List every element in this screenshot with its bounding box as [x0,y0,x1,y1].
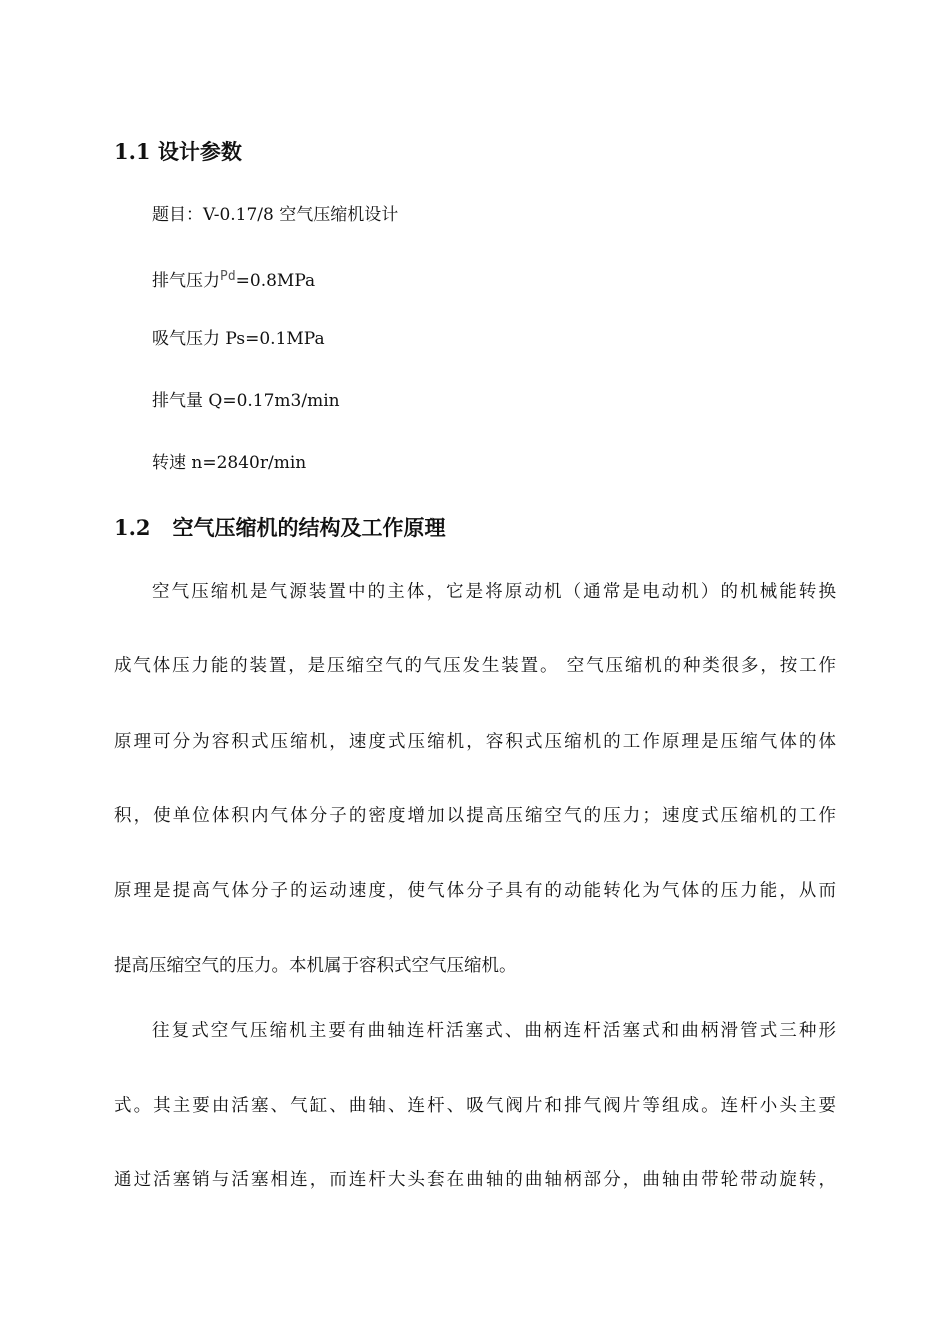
section-title: 设计参数 [157,139,242,164]
section-title: 空气压缩机的结构及工作原理 [172,515,446,540]
paragraph-1-line: 原理是提高气体分子的运动速度，使气体分子具有的动能转化为气体的压力能，从而 [114,881,836,901]
param-flow-rate: 排气量 Q=0.17m3/min [152,391,340,411]
section-heading-1-2 [114,514,446,542]
discharge-label: 排气压力 [152,271,220,291]
param-speed: 转速 n=2840r/min [152,453,307,473]
paragraph-2-line: 往复式空气压缩机主要有曲轴连杆活塞式、曲柄连杆活塞式和曲柄滑管式三种形 [152,1021,836,1041]
paragraph-1-line: 原理可分为容积式压缩机，速度式压缩机，容积式压缩机的工作原理是压缩气体的体 [114,732,836,752]
param-topic: 题目：V-0.17/8 空气压缩机设计 [152,205,399,225]
paragraph-1-line: 成气体压力能的装置，是压缩空气的气压发生装置。 空气压缩机的种类很多，按工作 [114,656,836,676]
paragraph-2-line: 式。其主要由活塞、气缸、曲轴、连杆、吸气阀片和排气阀片等组成。连杆小头主要 [114,1096,836,1116]
section-number: 1.1 [114,139,151,164]
section-heading-1-1 [114,138,242,166]
paragraph-1-line: 空气压缩机是气源装置中的主体，它是将原动机（通常是电动机）的机械能转换 [152,582,836,602]
paragraph-1-line: 提高压缩空气的压力。本机属于容积式空气压缩机。 [114,956,517,976]
param-discharge-pressure [152,265,315,293]
paragraph-2-line: 通过活塞销与活塞相连，而连杆大头套在曲轴的曲轴柄部分，曲轴由带轮带动旋转， [114,1170,836,1190]
param-suction-pressure: 吸气压力 Ps=0.1MPa [152,329,325,349]
paragraph-1-line: 积，使单位体积内气体分子的密度增加以提高压缩空气的压力；速度式压缩机的工作 [114,806,836,826]
section-number: 1.2 [114,515,151,540]
discharge-value: =0.8MPa [235,271,316,291]
discharge-symbol: Pd [220,269,236,284]
